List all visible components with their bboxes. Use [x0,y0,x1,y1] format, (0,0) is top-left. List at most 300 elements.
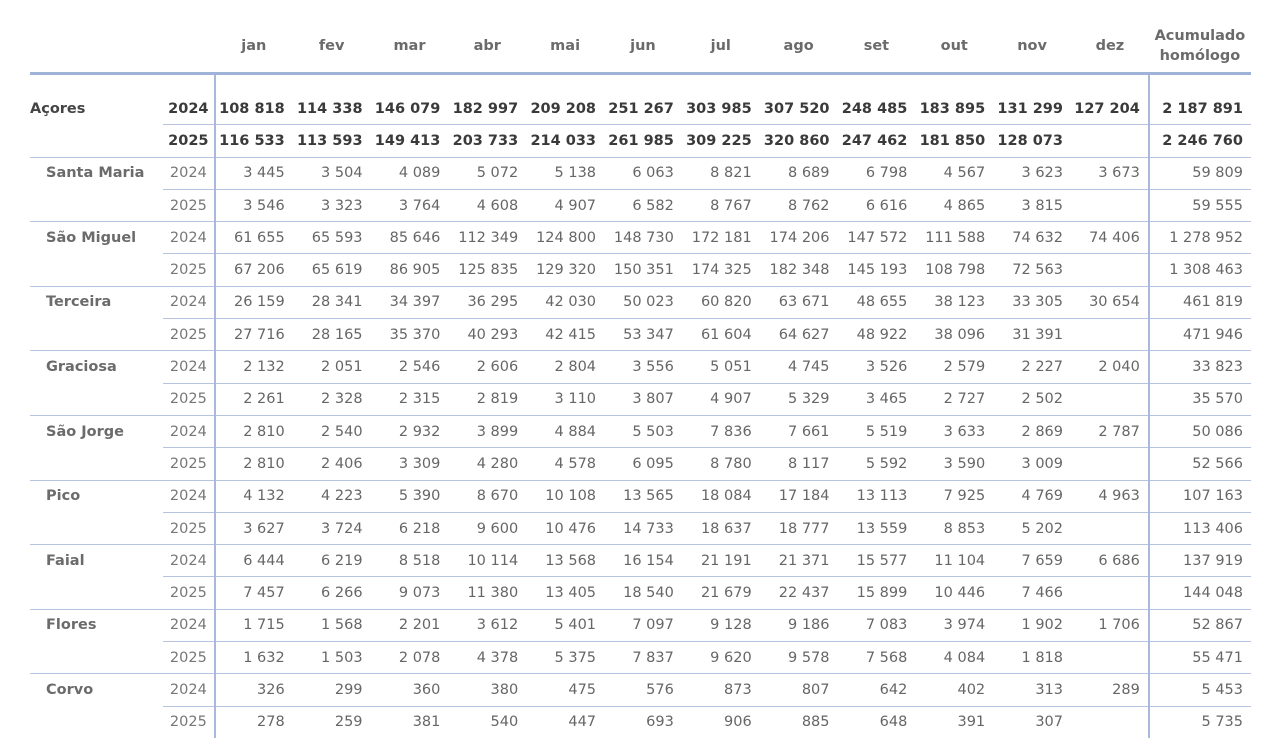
row-month-value: 2 502 [993,383,1071,415]
row-month-value: 9 186 [760,609,838,641]
row-month-value: 64 627 [760,319,838,351]
row-month-value: 181 850 [915,125,993,157]
row-month-value: 113 593 [293,125,371,157]
row-month-value: 38 123 [915,286,993,318]
row-total: 35 570 [1149,383,1251,415]
row-month-value: 2 819 [448,383,526,415]
row-month-value: 209 208 [526,93,604,125]
row-month-value: 42 030 [526,286,604,318]
row-total: 59 809 [1149,157,1251,189]
header-month: out [940,38,968,54]
row-total: 5 453 [1149,674,1251,706]
row-month-value: 1 503 [293,642,371,674]
row-month-value: 259 [334,714,363,731]
row-name [30,512,163,544]
row-month-value: 2 540 [293,415,371,447]
table-row [30,189,1251,221]
row-month-value: 17 184 [760,480,838,512]
row-total: 52 566 [1149,448,1251,480]
row-month-value: 3 623 [993,157,1071,189]
table-row [30,577,1251,609]
row-year: 2025 [163,642,215,674]
row-month-value: 5 138 [526,157,604,189]
row-year: 2025 [163,448,215,480]
row-month-value: 38 096 [915,319,993,351]
row-month-value: 320 860 [760,125,838,157]
row-month-value: 402 [915,674,993,706]
row-month-value: 7 568 [838,642,916,674]
row-month-value: 67 206 [215,254,293,286]
row-year: 2024 [163,351,215,383]
row-month-value: 7 837 [604,642,682,674]
row-month-value: 65 619 [293,254,371,286]
row-month-value: 447 [568,714,597,731]
row-month-value: 326 [215,674,293,706]
row-month-value: 4 907 [682,383,760,415]
row-month-value: 309 225 [682,125,760,157]
row-month-value: 5 519 [838,415,916,447]
row-month-value: 4 907 [526,189,604,221]
spacer-cell [30,74,163,94]
row-month-value: 307 [1035,714,1063,731]
row-month-value: 3 465 [838,383,916,415]
row-month-value: 131 299 [993,93,1071,125]
row-month-value: 2 787 [1071,415,1149,447]
row-month-value: 9 620 [682,642,760,674]
row-month-value: 203 733 [448,125,526,157]
row-month-value: 182 348 [760,254,838,286]
row-month-value: 33 305 [993,286,1071,318]
row-total: 52 867 [1149,609,1251,641]
row-month-value: 8 518 [371,545,449,577]
row-month-value: 648 [879,714,908,731]
table-row [30,415,1251,447]
row-month-value: 1 568 [293,609,371,641]
header-month: jun [630,38,656,54]
row-month-value: 7 466 [993,577,1071,609]
row-month-value: 1 902 [993,609,1071,641]
row-year: 2025 [163,319,215,351]
row-month-value: 111 588 [915,222,993,254]
header-total [1149,20,1251,74]
row-month-value: 63 671 [760,286,838,318]
row-month-value: 5 503 [604,415,682,447]
row-month-value: 74 406 [1071,222,1149,254]
row-month-value: 2 315 [371,383,449,415]
spacer-cell [760,74,838,94]
row-month-value: 6 266 [293,577,371,609]
row-month-value: 145 193 [838,254,916,286]
row-month-value: 693 [646,714,674,731]
row-name [30,642,163,674]
row-month-value: 18 540 [604,577,682,609]
spacer-cell [526,74,604,94]
table-row [30,706,1251,738]
row-month-value: 4 132 [215,480,293,512]
row-month-value: 74 632 [993,222,1071,254]
row-month-value: 13 565 [604,480,682,512]
row-month-value: 4 963 [1071,480,1149,512]
row-month-value: 61 655 [215,222,293,254]
row-month-value: 540 [490,714,519,731]
row-month-value: 248 485 [838,93,916,125]
row-month-value: 10 476 [526,512,604,544]
row-name [30,189,163,221]
row-month-value: 61 604 [682,319,760,351]
row-month-value: 31 391 [993,319,1071,351]
row-month-value: 13 559 [838,512,916,544]
row-month-value: 214 033 [526,125,604,157]
row-month-value: 5 401 [526,609,604,641]
row-month-value: 3 724 [293,512,371,544]
row-month-value: 8 670 [448,480,526,512]
spacer-cell [682,74,760,94]
row-month-value: 3 445 [215,157,293,189]
table-row [30,512,1251,544]
row-name [30,254,163,286]
monthly-table [30,20,1251,738]
data-table-container [30,20,1251,738]
row-total: 2 246 760 [1149,125,1251,157]
row-month-value: 128 073 [993,125,1071,157]
spacer-cell [1071,74,1149,94]
row-year: 2025 [163,254,215,286]
row-month-value: 7 083 [838,609,916,641]
row-month-value: 6 219 [293,545,371,577]
row-month-value: 8 821 [682,157,760,189]
row-month-value: 360 [371,674,449,706]
row-name: Santa Maria [46,165,145,182]
table-row [30,383,1251,415]
header-empty-name [30,20,163,74]
row-month-value [1071,642,1149,674]
row-month-value: 1 632 [215,642,293,674]
row-name [30,706,163,738]
row-month-value: 4 745 [760,351,838,383]
header-month: fev [318,38,345,54]
row-year: 2025 [163,125,215,157]
table-row [30,93,1251,125]
row-month-value: 4 223 [293,480,371,512]
row-month-value: 303 985 [682,93,760,125]
row-month-value: 174 325 [682,254,760,286]
row-month-value: 10 446 [915,577,993,609]
row-month-value: 86 905 [371,254,449,286]
row-total: 33 823 [1149,351,1251,383]
row-year: 2024 [163,674,215,706]
row-month-value: 2 051 [293,351,371,383]
row-month-value: 9 600 [448,512,526,544]
row-year: 2025 [163,577,215,609]
row-month-value: 1 818 [993,642,1071,674]
row-month-value: 3 526 [838,351,916,383]
row-month-value: 15 577 [838,545,916,577]
table-row [30,642,1251,674]
row-month-value: 3 504 [293,157,371,189]
row-month-value: 3 309 [371,448,449,480]
row-month-value: 148 730 [604,222,682,254]
spacer-row [30,74,1251,94]
row-month-value: 3 673 [1071,157,1149,189]
row-month-value: 642 [838,674,916,706]
row-month-value: 2 328 [293,383,371,415]
row-name: São Jorge [46,423,124,440]
row-month-value: 5 072 [448,157,526,189]
row-month-value [1071,706,1149,738]
row-year: 2024 [163,545,215,577]
row-year: 2024 [163,93,215,125]
row-month-value: 2 201 [371,609,449,641]
spacer-cell [163,74,215,94]
row-name: Açores [30,100,86,117]
row-total: 59 555 [1149,189,1251,221]
row-month-value: 18 084 [682,480,760,512]
row-month-value: 3 556 [604,351,682,383]
header-month: dez [1095,38,1125,54]
row-month-value: 4 865 [915,189,993,221]
table-body [30,74,1251,738]
row-month-value: 5 390 [371,480,449,512]
row-month-value: 48 922 [838,319,916,351]
row-month-value: 3 009 [993,448,1071,480]
table-row [30,674,1251,706]
row-month-value [1071,254,1149,286]
table-row [30,448,1251,480]
row-month-value: 10 108 [526,480,604,512]
table-row [30,157,1251,189]
row-total: 1 278 952 [1149,222,1251,254]
row-month-value: 3 764 [371,189,449,221]
header-month: mai [550,38,581,54]
row-month-value: 27 716 [215,319,293,351]
row-month-value: 3 110 [526,383,604,415]
row-month-value: 380 [448,674,526,706]
table-row [30,319,1251,351]
row-total: 461 819 [1149,286,1251,318]
spacer-cell [993,74,1071,94]
row-name [30,577,163,609]
row-month-value: 906 [724,714,752,731]
header-month: abr [473,38,501,54]
row-month-value: 5 329 [760,383,838,415]
row-month-value: 15 899 [838,577,916,609]
row-month-value: 2 546 [371,351,449,383]
row-month-value: 18 637 [682,512,760,544]
row-month-value: 28 341 [293,286,371,318]
row-name [30,448,163,480]
row-month-value: 114 338 [293,93,371,125]
row-month-value: 149 413 [371,125,449,157]
row-month-value: 174 206 [760,222,838,254]
row-month-value: 6 686 [1071,545,1149,577]
row-month-value: 5 375 [526,642,604,674]
row-month-value: 8 780 [682,448,760,480]
row-month-value: 6 063 [604,157,682,189]
row-month-value: 307 520 [760,93,838,125]
row-month-value: 42 415 [526,319,604,351]
row-month-value: 2 932 [371,415,449,447]
row-year: 2024 [163,222,215,254]
row-month-value: 9 578 [760,642,838,674]
row-month-value: 299 [293,674,371,706]
header-month: set [863,38,890,54]
row-total: 107 163 [1149,480,1251,512]
row-month-value: 3 633 [915,415,993,447]
row-month-value: 13 113 [838,480,916,512]
row-month-value: 1 715 [215,609,293,641]
row-year: 2024 [163,286,215,318]
row-total: 50 086 [1149,415,1251,447]
row-month-value: 7 925 [915,480,993,512]
row-month-value: 11 104 [915,545,993,577]
row-month-value: 85 646 [371,222,449,254]
row-month-value: 10 114 [448,545,526,577]
table-row [30,351,1251,383]
row-month-value [1071,448,1149,480]
row-month-value [1071,512,1149,544]
row-month-value: 2 810 [215,448,293,480]
row-month-value: 3 974 [915,609,993,641]
row-month-value: 36 295 [448,286,526,318]
row-month-value: 2 804 [526,351,604,383]
row-month-value: 3 612 [448,609,526,641]
spacer-cell [838,74,916,94]
row-total: 137 919 [1149,545,1251,577]
header-month: mar [393,38,426,54]
row-month-value: 127 204 [1071,93,1149,125]
row-month-value: 2 810 [215,415,293,447]
row-month-value: 124 800 [526,222,604,254]
table-row [30,286,1251,318]
row-month-value: 182 997 [448,93,526,125]
row-month-value: 247 462 [838,125,916,157]
table-row [30,125,1251,157]
row-month-value: 4 608 [448,189,526,221]
row-month-value: 14 733 [604,512,682,544]
row-year: 2025 [163,512,215,544]
row-month-value: 2 040 [1071,351,1149,383]
row-total: 144 048 [1149,577,1251,609]
row-name: Flores [46,617,97,634]
row-month-value: 4 578 [526,448,604,480]
row-month-value: 3 590 [915,448,993,480]
row-month-value [1071,125,1149,157]
table-row [30,222,1251,254]
row-month-value [1071,577,1149,609]
row-month-value: 2 078 [371,642,449,674]
row-month-value: 8 117 [760,448,838,480]
row-month-value: 391 [957,714,986,731]
row-year: 2025 [163,383,215,415]
row-month-value: 2 227 [993,351,1071,383]
row-month-value: 30 654 [1071,286,1149,318]
row-month-value: 6 798 [838,157,916,189]
row-month-value: 40 293 [448,319,526,351]
row-month-value: 28 165 [293,319,371,351]
row-month-value: 13 568 [526,545,604,577]
row-total: 2 187 891 [1149,93,1251,125]
row-name [30,125,163,157]
row-total: 113 406 [1149,512,1251,544]
row-month-value: 48 655 [838,286,916,318]
row-name: Faial [46,552,85,569]
row-month-value: 8 762 [760,189,838,221]
row-name: Terceira [46,294,112,311]
row-month-value: 6 095 [604,448,682,480]
spacer-cell [1149,74,1251,94]
table-header [30,20,1251,74]
row-month-value: 34 397 [371,286,449,318]
row-month-value: 18 777 [760,512,838,544]
row-name: São Miguel [46,229,137,246]
row-month-value: 289 [1071,674,1149,706]
row-month-value: 4 769 [993,480,1071,512]
row-month-value: 150 351 [604,254,682,286]
spacer-cell [604,74,682,94]
row-month-value: 7 457 [215,577,293,609]
row-month-value: 172 181 [682,222,760,254]
row-name [30,319,163,351]
row-month-value: 22 437 [760,577,838,609]
header-total-line2: homólogo [1159,48,1241,64]
row-month-value: 3 807 [604,383,682,415]
spacer-cell [915,74,993,94]
row-month-value: 4 378 [448,642,526,674]
row-month-value: 72 563 [993,254,1071,286]
row-month-value: 4 884 [526,415,604,447]
row-month-value: 65 593 [293,222,371,254]
row-month-value: 6 218 [371,512,449,544]
table-row [30,609,1251,641]
row-month-value: 9 128 [682,609,760,641]
row-total: 55 471 [1149,642,1251,674]
row-month-value: 873 [682,674,760,706]
row-name: Graciosa [46,359,117,376]
spacer-cell [293,74,371,94]
row-month-value: 7 659 [993,545,1071,577]
row-month-value [1071,189,1149,221]
row-month-value: 26 159 [215,286,293,318]
row-month-value: 108 798 [915,254,993,286]
row-month-value: 313 [993,674,1071,706]
row-month-value [1071,319,1149,351]
row-month-value: 3 627 [215,512,293,544]
row-month-value: 2 579 [915,351,993,383]
row-total: 1 308 463 [1149,254,1251,286]
row-month-value: 2 132 [215,351,293,383]
row-month-value: 147 572 [838,222,916,254]
row-month-value: 5 051 [682,351,760,383]
row-month-value: 108 818 [215,93,293,125]
header-month: nov [1017,38,1047,54]
row-month-value: 8 767 [682,189,760,221]
row-month-value: 4 089 [371,157,449,189]
row-month-value: 6 582 [604,189,682,221]
header-empty-year [163,20,215,74]
row-month-value: 5 592 [838,448,916,480]
row-month-value: 7 661 [760,415,838,447]
row-month-value: 6 616 [838,189,916,221]
row-year: 2025 [163,706,215,738]
row-month-value: 261 985 [604,125,682,157]
row-month-value: 35 370 [371,319,449,351]
row-month-value [1071,383,1149,415]
row-month-value: 8 853 [915,512,993,544]
header-month: ago [783,38,814,54]
row-month-value: 475 [526,674,604,706]
row-month-value: 2 406 [293,448,371,480]
row-month-value: 125 835 [448,254,526,286]
